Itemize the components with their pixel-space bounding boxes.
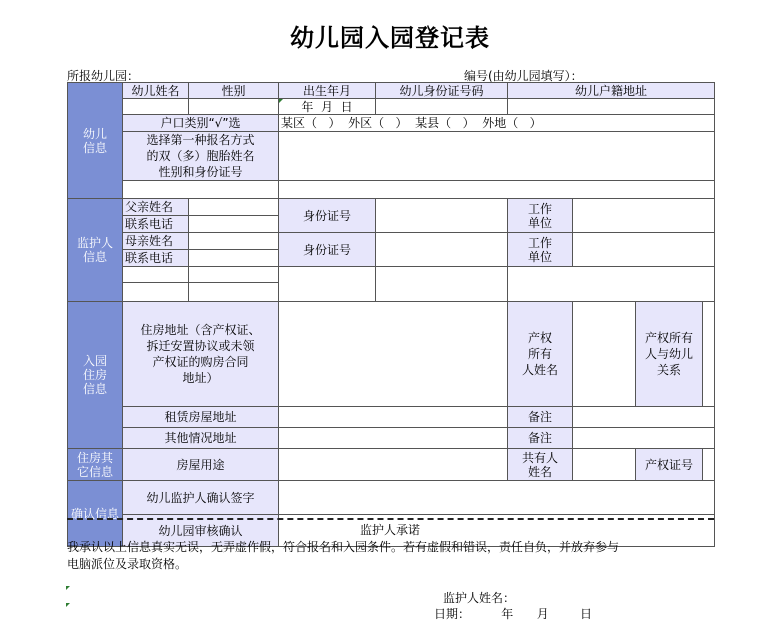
guardian-sign-field[interactable] <box>279 481 715 515</box>
child-id-label: 幼儿身份证号码 <box>376 83 508 99</box>
property-cert-label: 产权证号 <box>636 449 703 480</box>
form-number-label: 编号(由幼儿园填写）： <box>464 69 583 83</box>
reporting-kindergarten-label: 所报幼儿园： <box>67 69 140 83</box>
guardian-extra-label-2 <box>123 283 189 302</box>
guardian-extra-label <box>123 267 189 283</box>
hukou-type-label: 户口类别“√”选 <box>123 115 279 132</box>
mother-phone-field[interactable] <box>189 250 279 267</box>
multi-birth-field[interactable] <box>279 132 715 181</box>
registration-form <box>67 82 714 547</box>
cell-marker-icon <box>66 586 70 590</box>
child-info-extra-field[interactable] <box>279 181 715 199</box>
multi-birth-label: 选择第一种报名方式 的双（多）胞胎姓名 性别和身份证号 <box>123 132 279 181</box>
birth-date-field[interactable]: 年 月 日 <box>279 99 376 115</box>
child-name-field[interactable] <box>123 99 189 115</box>
housing-address-field[interactable] <box>279 302 508 407</box>
hukou-address-field[interactable] <box>508 99 715 115</box>
owner-relation-field[interactable] <box>703 302 714 406</box>
rental-address-field[interactable] <box>279 407 508 428</box>
housing-use-field[interactable] <box>279 449 508 481</box>
guardian-name-label: 监护人姓名： <box>443 591 516 605</box>
form-title: 幼儿园入园登记表 <box>290 24 490 52</box>
pledge-title: 监护人承诺 <box>359 523 420 537</box>
other-address-label: 其他情况地址 <box>123 428 279 449</box>
section-guardian-info: 监护人 信息 <box>68 199 123 302</box>
hukou-type-options[interactable]: 某区（ ） 外区（ ） 某县（ ） 外地（ ） <box>279 115 715 132</box>
school-review-label: 幼儿园审核确认 <box>123 515 279 547</box>
mother-id-label: 身份证号 <box>279 233 376 267</box>
birth-date-label: 出生年月 <box>279 83 376 99</box>
guardian-extra-field-2[interactable] <box>189 283 279 302</box>
guardian-extra-id-field[interactable] <box>376 267 508 302</box>
housing-owner-group <box>573 302 715 407</box>
owner-name-label: 产权 所有 人姓名 <box>508 302 573 407</box>
dashed-divider <box>67 518 714 520</box>
cell-marker-icon <box>279 99 283 103</box>
rental-remark-label: 备注 <box>508 407 573 428</box>
gender-field[interactable] <box>189 99 279 115</box>
section-confirm-info: 确认信息 <box>68 481 123 547</box>
co-owner-label: 共有人 姓名 <box>508 449 573 481</box>
father-phone-label: 联系电话 <box>123 216 189 233</box>
rental-address-label: 租赁房屋地址 <box>123 407 279 428</box>
guardian-extra-field[interactable] <box>189 267 279 283</box>
father-work-label: 工作 单位 <box>508 199 573 233</box>
housing-address-label: 住房地址（含产权证、 拆迁安置协议或未领 产权证的购房合同 地址） <box>123 302 279 407</box>
other-remark-field[interactable] <box>573 428 715 449</box>
child-id-field[interactable] <box>376 99 508 115</box>
co-owner-field[interactable] <box>573 449 636 480</box>
mother-work-label: 工作 单位 <box>508 233 573 267</box>
owner-name-field[interactable] <box>573 302 636 406</box>
cell-marker-icon <box>66 603 70 607</box>
mother-name-field[interactable] <box>189 233 279 250</box>
section-child-info: 幼儿 信息 <box>68 83 123 199</box>
other-remark-label: 备注 <box>508 428 573 449</box>
section-other-housing-info: 住房其 它信息 <box>68 449 123 481</box>
father-id-label: 身份证号 <box>279 199 376 233</box>
father-id-field[interactable] <box>376 199 508 233</box>
pledge-date-label: 日期： 年 月 日 <box>434 607 592 621</box>
mother-name-label: 母亲姓名 <box>123 233 189 250</box>
father-work-field[interactable] <box>573 199 715 233</box>
guardian-extra-work-field[interactable] <box>508 267 715 302</box>
co-owner-group <box>573 449 715 481</box>
father-phone-field[interactable] <box>189 216 279 233</box>
hukou-address-label: 幼儿户籍地址 <box>508 83 715 99</box>
housing-use-label: 房屋用途 <box>123 449 279 481</box>
child-name-label: 幼儿姓名 <box>123 83 189 99</box>
father-name-field[interactable] <box>189 199 279 216</box>
pledge-text: 我承认以上信息真实无误，无弄虚作假，符合报名和入园条件。若有虚假和错误，责任自负，并放弃参与 电脑派位及录取资格。 <box>67 540 620 571</box>
other-address-field[interactable] <box>279 428 508 449</box>
section-housing-info: 入园 住房 信息 <box>68 302 123 449</box>
guardian-sign-label: 幼儿监护人确认签字 <box>123 481 279 515</box>
guardian-extra-id-label <box>279 267 376 302</box>
gender-label: 性别 <box>189 83 279 99</box>
mother-id-field[interactable] <box>376 233 508 267</box>
property-cert-field[interactable] <box>703 449 714 480</box>
father-name-label: 父亲姓名 <box>123 199 189 216</box>
rental-remark-field[interactable] <box>573 407 715 428</box>
mother-work-field[interactable] <box>573 233 715 267</box>
owner-relation-label: 产权所有 人与幼儿 关系 <box>636 302 703 406</box>
child-info-spacer <box>123 181 279 199</box>
mother-phone-label: 联系电话 <box>123 250 189 267</box>
